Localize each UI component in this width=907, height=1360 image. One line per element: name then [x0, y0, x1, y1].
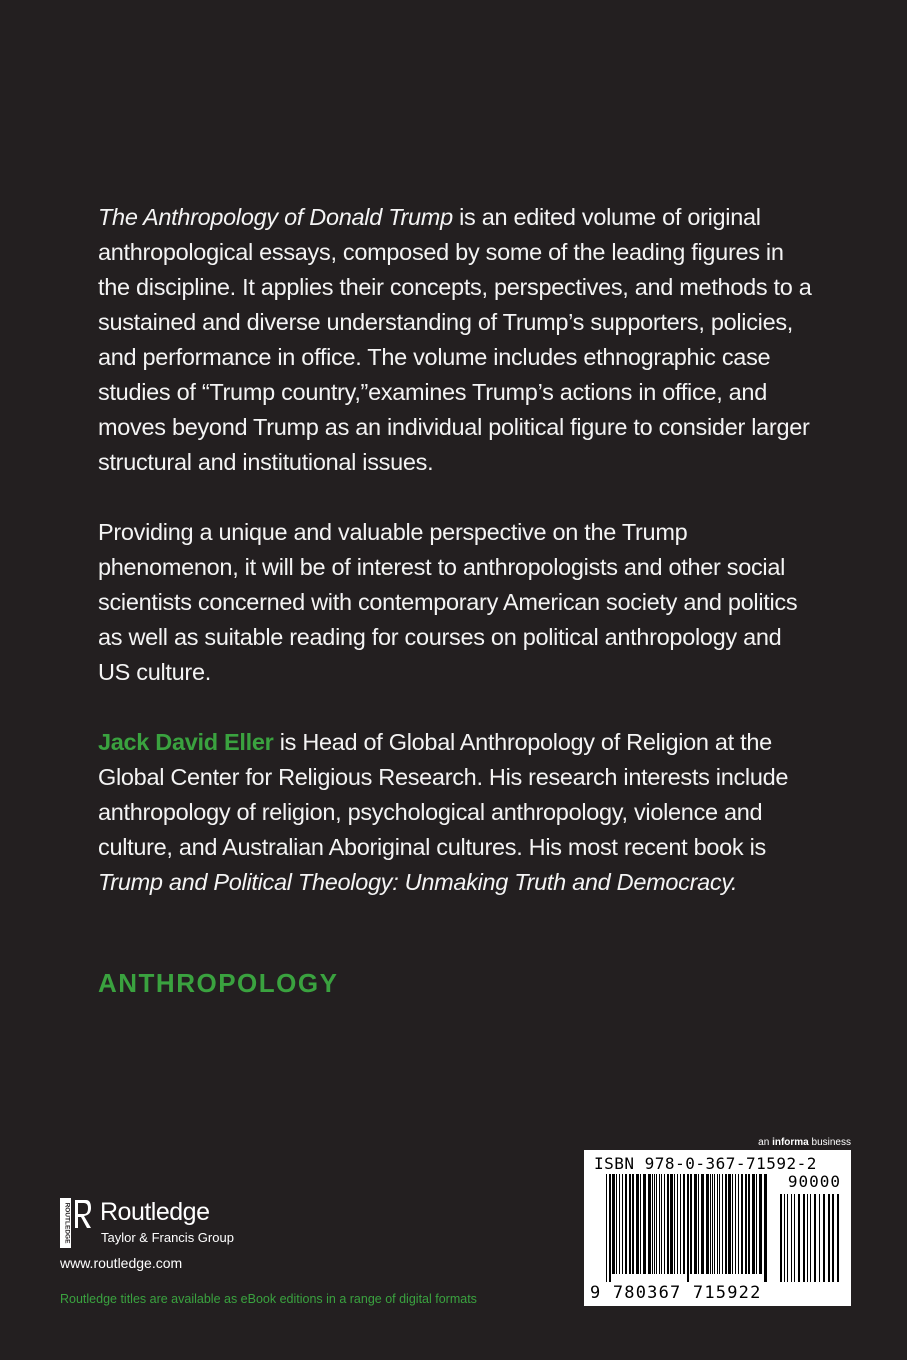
informa-brand: informa — [772, 1137, 809, 1148]
description-text-1: is an edited volume of original anthropological essays, composed by some of the leading figures in the discipline. It applies their concepts, perspectives, and methods to a sustained and diverse understanding of Trump’s supporters, policies, and performance in office. The volume includes ethnographic case studies of “Trump country,”examines Trump’s actions in office, and moves beyond Trump as an individual political figure to consider larger structural and institutional issues. — [98, 204, 812, 475]
publisher-name: Routledge — [100, 1198, 210, 1226]
publisher-group: Taylor & Francis Group — [101, 1230, 234, 1245]
book-title: The Anthropology of Donald Trump — [98, 204, 453, 230]
barcode-box — [584, 1150, 851, 1306]
informa-business-tag — [758, 1137, 851, 1148]
subject-category: ANTHROPOLOGY — [98, 968, 339, 998]
author-name: Jack David Eller — [98, 729, 274, 755]
svg-text:ROUTLEDGE: ROUTLEDGE — [63, 1202, 71, 1244]
price-addon: 90000 — [787, 1172, 841, 1191]
back-cover-blurb — [98, 200, 818, 935]
isbn-label: ISBN 978-0-367-71592-2 — [594, 1154, 817, 1173]
author-bio — [98, 725, 818, 900]
routledge-logo-icon — [60, 1198, 92, 1248]
description-paragraph-2: Providing a unique and valuable perspective on the Trump phenomenon, it will be of interest to anthropologists and other social scientists concerned with contemporary American society and politics as well as suitable reading for courses on political anthropology and US culture. — [98, 519, 798, 685]
barcode-digits: 9 780367 715922 — [590, 1283, 762, 1303]
author-bio-text: is Head of Global Anthropology of Religion at the Global Center for Religious Research. His research interests include anthropology of religion, psychological anthropology, violence and culture, and Australian Aboriginal cultures. His most recent book is — [98, 729, 789, 860]
publisher-url: www.routledge.com — [60, 1255, 183, 1271]
recent-book-title: Trump and Political Theology: Unmaking Truth and Democracy. — [98, 869, 738, 895]
description-paragraph-1 — [98, 200, 818, 480]
informa-prefix: an — [758, 1137, 773, 1148]
ebook-note: Routledge titles are available as eBook editions in a range of digital formats — [60, 1292, 477, 1306]
informa-suffix: business — [808, 1137, 851, 1148]
